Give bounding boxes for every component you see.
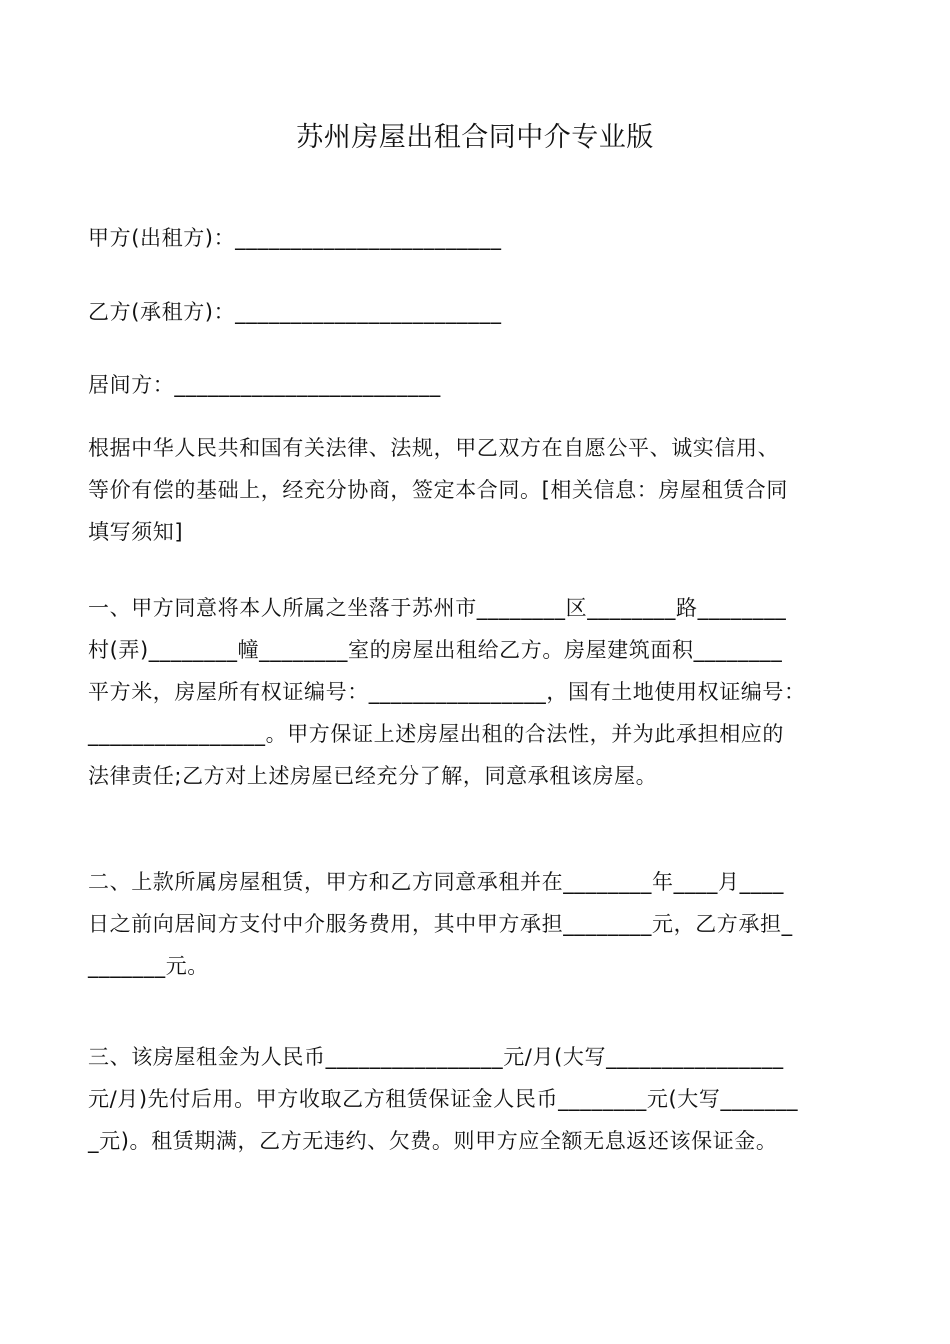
intermediary-line: 居间方：________________________ [88, 373, 441, 397]
party-a-line: 甲方(出租方)：________________________ [88, 226, 502, 250]
clause-2-line: 二、上款所属房屋租赁，甲方和乙方同意承租并在________年____月____ [88, 870, 784, 894]
clause-2-line: _______元。 [88, 954, 209, 978]
clause-3-paragraph [88, 1041, 868, 1167]
clause-1-line: 一、甲方同意将本人所属之坐落于苏州市________区________路________ [88, 596, 787, 620]
clause-2-paragraph [88, 866, 868, 992]
intro-line: 等价有偿的基础上，经充分协商，签定本合同。[相关信息：房屋租赁合同 [88, 478, 788, 502]
party-b-line: 乙方(承租方)：________________________ [88, 300, 502, 324]
clause-1-line: 平方米，房屋所有权证编号：________________，国有土地使用权证编号： [88, 680, 806, 704]
clause-1-line: 法律责任;乙方对上述房屋已经充分了解，同意承租该房屋。 [88, 764, 658, 788]
intro-line: 填写须知] [88, 520, 184, 544]
clause-3-line: 三、该房屋租金为人民币________________元/月(大写________________ [88, 1045, 784, 1069]
page-title: 苏州房屋出租合同中介专业版 [296, 122, 654, 153]
clause-1-line: 村(弄)________幢________室的房屋出租给乙方。房屋建筑面积________ [88, 638, 783, 662]
intro-line: 根据中华人民共和国有关法律、法规，甲乙双方在自愿公平、诚实信用、 [88, 436, 780, 460]
clause-1-line: ________________。甲方保证上述房屋出租的合法性，并为此承担相应的 [88, 722, 784, 746]
clause-2-line: 日之前向居间方支付中介服务费用，其中甲方承担________元，乙方承担_ [88, 912, 793, 936]
clause-3-line: 元/月)先付后用。甲方收取乙方租赁保证金人民币________元(大写_______ [88, 1087, 799, 1111]
clause-3-line: _元)。租赁期满，乙方无违约、欠费。则甲方应全额无息返还该保证金。 [88, 1129, 778, 1153]
clause-1-paragraph [88, 592, 868, 802]
intro-paragraph [88, 432, 868, 558]
